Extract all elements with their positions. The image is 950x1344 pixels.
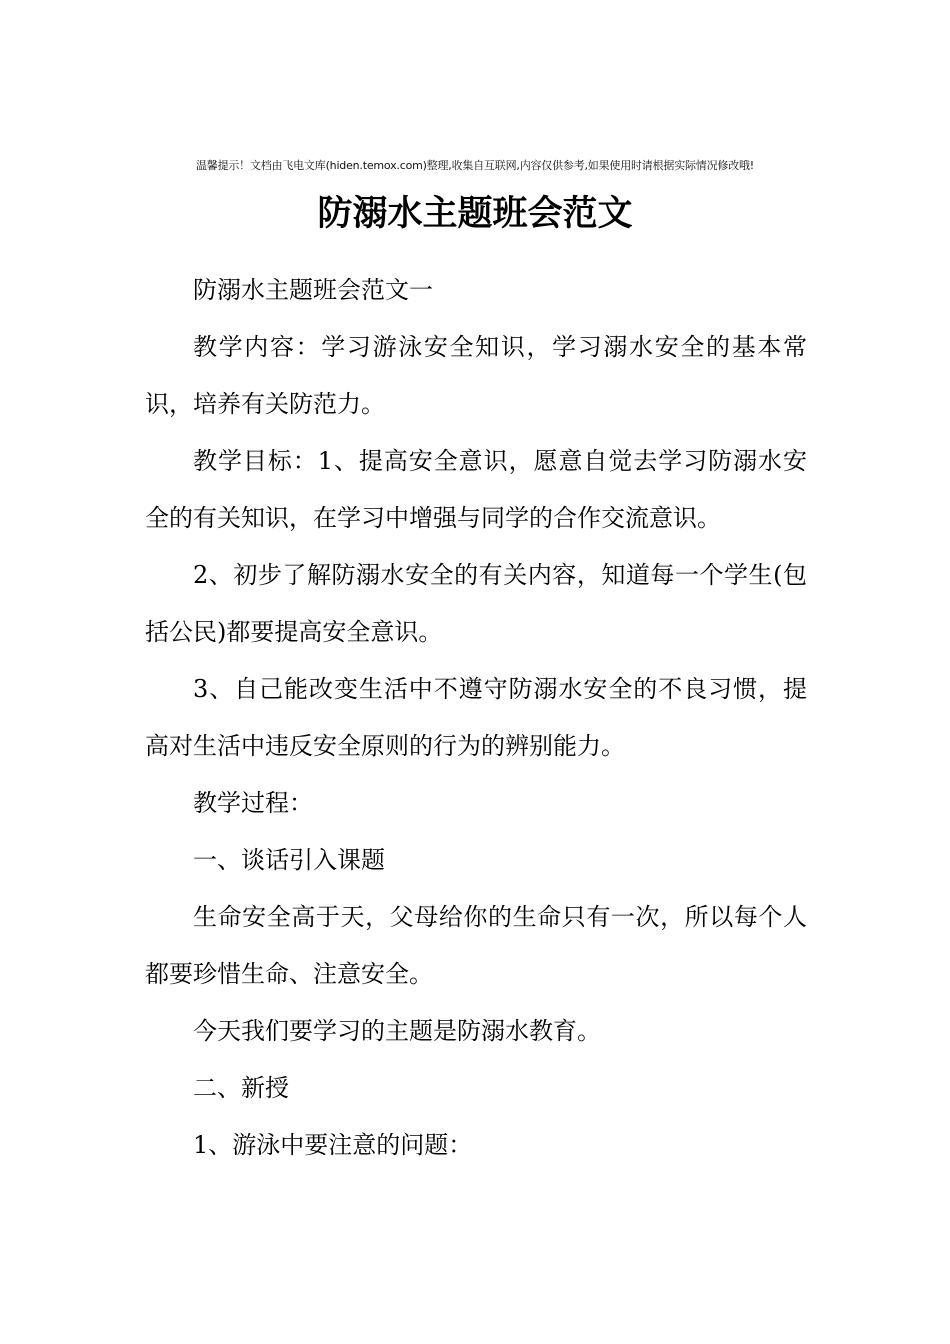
document-body [145, 262, 807, 1174]
paragraph-section-two: 二、新授 [193, 1074, 289, 1102]
paragraph-subtitle: 防溺水主题班会范文一 [193, 276, 433, 304]
paragraph-teaching-content: 教学内容：学习游泳安全知识，学习溺水安全的基本常识，培养有关防范力。 [145, 333, 807, 418]
paragraph-swimming-issues: 1、游泳中要注意的问题： [193, 1131, 473, 1159]
paragraph-teaching-goal-3: 3、自己能改变生活中不遵守防溺水安全的不良习惯，提高对生活中违反安全原则的行为的辨别能力。 [145, 675, 807, 760]
paragraph-teaching-goal-1: 教学目标：1、提高安全意识，愿意自觉去学习防溺水安全的有关知识，在学习中增强与同学的合作交流意识。 [145, 447, 807, 532]
source-notice: 温馨提示！文档由飞电文库(hiden.temox.com)整理,收集自互联网,内容仅供参考,如果使用时请根据实际情况修改哦! [195, 159, 754, 172]
paragraph-teaching-goal-2: 2、初步了解防溺水安全的有关内容，知道每一个学生(包括公民)都要提高安全意识。 [145, 561, 807, 646]
paragraph-section-one: 一、谈话引入课题 [193, 846, 385, 874]
document-title: 防溺水主题班会范文 [317, 193, 633, 234]
paragraph-teaching-process: 教学过程： [193, 789, 313, 817]
paragraph-life-safety: 生命安全高于天，父母给你的生命只有一次，所以每个人都要珍惜生命、注意安全。 [145, 903, 807, 988]
paragraph-today-topic: 今天我们要学习的主题是防溺水教育。 [193, 1017, 601, 1045]
